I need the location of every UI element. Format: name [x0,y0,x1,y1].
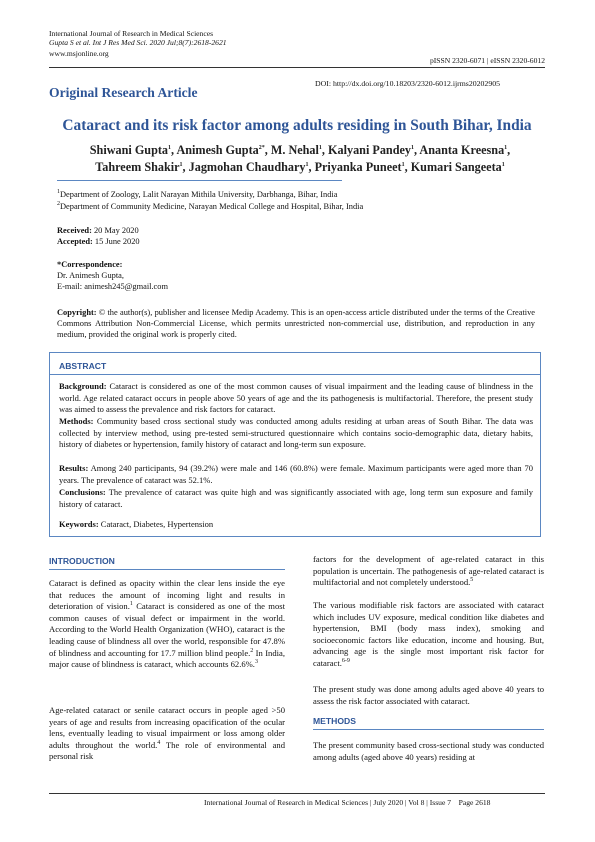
journal-name: International Journal of Research in Medical Sciences [49,29,214,38]
correspondence-email[interactable]: E-mail: animesh245@gmail.com [57,282,168,291]
abstract-background: Background: Cataract is considered as one of the most common causes of visual impairment and the leading cause of blindness in the world. Age related cataract occurs in people above 50 years of age and the its pathogenesis is multifactorial. Therefore, the present study was aimed to assess the prevalence and risk factors for cataract. [59,381,534,415]
footer-rule [49,793,545,794]
paper-title: Cataract and its risk factor among adults residing in South Bihar, India [62,117,532,134]
correspondence-label: *Correspondence: [57,260,123,269]
abstract-heading: ABSTRACT [59,361,107,371]
doi-link[interactable]: DOI: http://dx.doi.org/10.18203/2320-6012.ijrms20202905 [315,79,501,88]
received-date: Received: 20 May 2020 [57,226,139,235]
intro-paragraph-1: Cataract is defined as opacity within the clear lens inside the eye that reduces the amount of incoming light and results in deterioration of vision.$^1$ Cataract is considered as one of the most common causes of visual defect or impairment in the world. According to the World Health Organization (WHO), cataract is the leading cause of blindness all over the world, responsible for 47.8% of blindness and accounting for 17.7 million blind people.$^2$ In India, major cause of blindness is cataract, which accounts 62.6%.$^3$ [49,578,285,670]
citation: Gupta S et al. Int J Res Med Sci. 2020 Jul;8(7):2618-2621 [49,38,227,47]
author-6: Tahreem Shakir$^1$ [95,160,183,174]
abstract-divider [49,374,541,375]
abstract-results: Results: Among 240 participants, 94 (39.2%) were male and 146 (60.8%) were female. Maximum participants were aged more than 70 years. The prevalence of cataract was 52.1%. [59,463,533,485]
author-1: Shiwani Gupta$^1$ [89,143,172,157]
abstract-keywords: Keywords: Cataract, Diabetes, Hypertension [59,519,214,529]
author-list: Shiwani Gupta$^1$, Animesh Gupta$^{2*}$, M. Nehal$^1$, Kalyani Pandey$^1$, Ananta Kreesna$^1$, Tahreem Shakir$^1$, Jagmohan Chaudhary$^1$, Priyanka Puneet$^1$, Kumari Sangeeta$^1$ [89,143,511,174]
author-3: M. Nehal$^1$ [270,143,322,157]
affiliation-rule [57,180,342,181]
copyright-notice: Copyright: © the author(s), publisher and licensee Medip Academy. This is an open-access article distributed under the terms of the Creative Commons Attribution Non-Commercial License, which permits unrestricted non-commercial use, distribution, and reproduction in any medium, provided the original work is properly cited. [57,308,536,339]
right-paragraph-3: The present study was done among adults aged above 40 years to assess the risk factor associated with cataract. [313,684,544,706]
introduction-heading: INTRODUCTION [49,556,115,566]
author-5: Ananta Kreesna$^1$ [419,143,508,157]
methods-heading: METHODS [313,716,356,726]
page-footer: International Journal of Research in Medical Sciences | July 2020 | Vol 8 | Issue 7 Page 2618 [204,798,491,807]
header-rule [49,67,545,68]
accepted-date: Accepted: 15 June 2020 [57,237,140,246]
right-paragraph-2: The various modifiable risk factors are associated with cataract which includes UV exposure, medical condition like diabetes and hypertension, BMI (body mass index), smoking and socioeconomic factors like education, income and housing. But, advancing age is the single most important risk factor for cataract.$^{6-9}$ [313,600,544,668]
intro-paragraph-2: Age-related cataract or senile cataract occurs in people aged >50 years of age and results from increasing opacification of the ocular lens, eventually leading to visual impairment or loss among older adults throughout the world.$^4$ The role of environmental and personal risk [49,705,285,762]
methods-rule [313,729,544,730]
affiliation-1: $^1$Department of Zoology, Lalit Narayan Mithila University, Darbhanga, Bihar, India [57,189,338,199]
methods-paragraph-1: The present community based cross-sectional study was conducted among adults (aged above 40 years) residing at [313,740,544,762]
author-7: Jagmohan Chaudhary$^1$ [188,160,309,174]
issn: pISSN 2320-6071 | eISSN 2320-6012 [429,56,545,65]
abstract-methods: Methods: Community based cross sectional study was conducted among adults residing at urban areas of South Bihar. The data was collected by interview method, using pre-tested semi-structured questionnaire which contains socio-demographic data, dietary habits, history of diabetes or hypertension, family history of cataract and long-term sun exposure. [59,416,534,450]
author-8: Priyanka Puneet$^1$ [314,160,405,174]
website-link[interactable]: www.msjonline.org [49,49,109,58]
author-4: Kalyani Pandey$^1$ [328,143,414,157]
correspondence-name: Dr. Animesh Gupta, [57,271,124,280]
right-paragraph-1: factors for the development of age-related cataract in this population is uncertain. The pathogenesis of age-related cataract is multifactorial and not completely understood.$^5$ [313,554,544,588]
article-type: Original Research Article [49,85,198,100]
author-9: Kumari Sangeeta$^1$ [410,160,505,174]
introduction-rule [49,569,285,570]
author-2: Animesh Gupta$^{2*}$ [176,143,265,157]
abstract-conclusions: Conclusions: The prevalence of cataract was quite high and was significantly associated with age, long term sun exposure and family history of cataract. [59,487,533,509]
affiliation-2: $^2$Department of Community Medicine, Narayan Medical College and Hospital, Bihar, India [57,201,364,211]
